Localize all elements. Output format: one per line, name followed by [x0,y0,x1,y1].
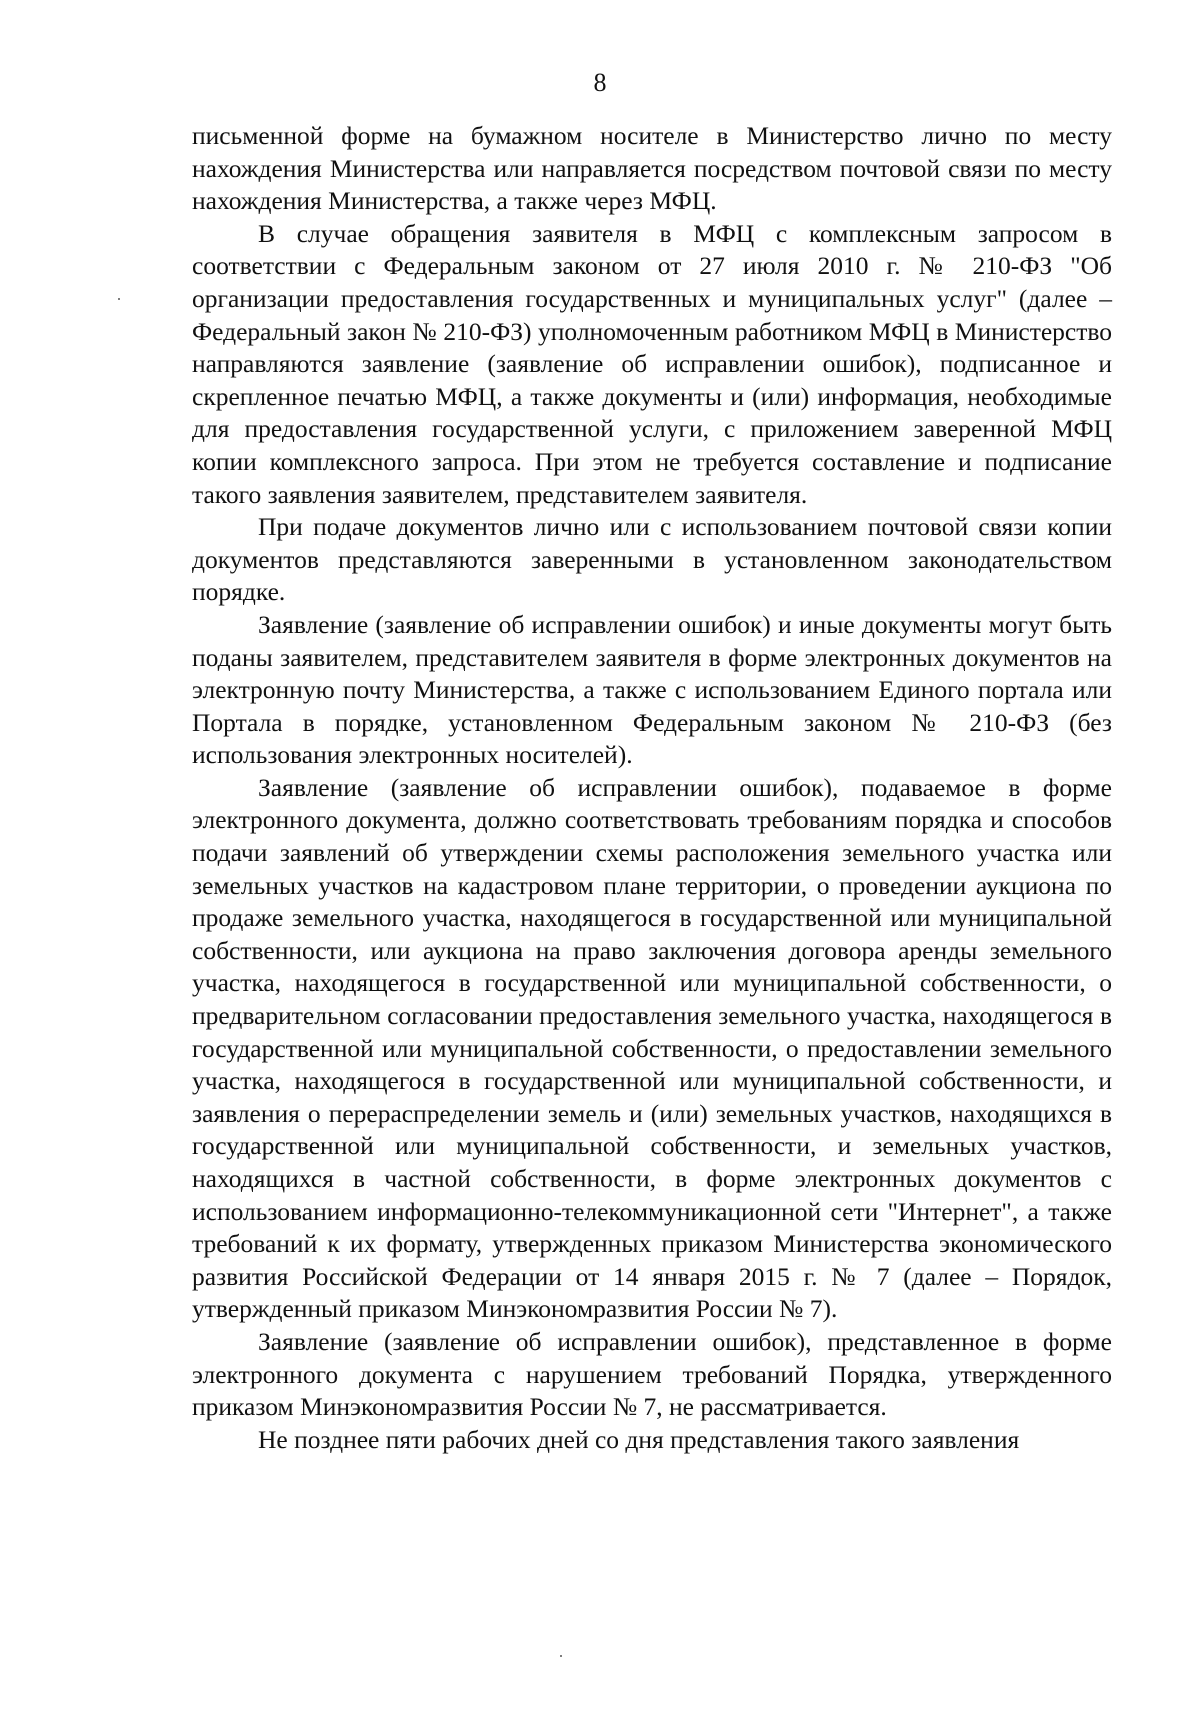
paragraph-five-days: Не позднее пяти рабочих дней со дня представления такого заявления [258,1424,1020,1454]
paragraph-mfc-complex-request: В случае обращения заявителя в МФЦ с комплексным запросом в соответствии с Федеральным законом от 27 июля 2010 г. № 210-ФЗ "Об организации предоставления государственных и муниципальных услуг" (далее – Федеральный закон № 210-ФЗ) уполномоченным работником МФЦ в Министерство направляются заявление (заявление об исправлении ошибок), подписанное и скрепленное печатью МФЦ, а также документы и (или) информация, необходимые для предоставления государственной услуги, с приложением заверенной МФЦ копии комплексного запроса. При этом не требуется составление и подписание такого заявления заявителем, представителем заявителя. [192,218,1112,509]
paragraph-continuation: письменной форме на бумажном носителе в Министерство лично по месту нахождения Министерства или направляется посредством почтовой связи по месту нахождения Министерства, а также через МФЦ. [192,121,1112,216]
page-number: 8 [593,68,607,97]
paragraph-violation-not-considered: Заявление (заявление об исправлении ошибок), представленное в форме электронного документа с нарушением требований Порядка, утвержденного приказом Минэкономразвития России № 7, не рассматривается. [192,1326,1112,1422]
paragraph-electronic-requirements: Заявление (заявление об исправлении ошибок), подаваемое в форме электронного документа, должно соответствовать требованиям порядка и способов подачи заявлений об утверждении схемы расположения земельного участка или земельных участков на кадастровом плане территории, о проведении аукциона по продаже земельного участка, находящегося в государственной или муниципальной собственности, или аукциона на право заключения договора аренды земельного участка, находящегося в государственной или муниципальной собственности, о предварительном согласовании предоставления земельного участка, находящегося в государственной или муниципальной собственности, о предоставлении земельного участка, находящегося в государственной или муниципальной собственности, и заявления о перераспределении земель и (или) земельных участков, находящихся в государственной или муниципальной собственности, и земельных участков, находящихся в частной собственности, в форме электронных документов с использованием информационно-телекоммуникационной сети "Интернет", а также требований к их формату, утвержденных приказом Министерства экономического развития Российской Федерации от 14 января 2015 г. № 7 (далее – Порядок, утвержденный приказом Минэкономразвития России № 7). [192,772,1112,1324]
document-body [192,120,1112,1456]
paragraph-electronic-submission: Заявление (заявление об исправлении ошибок) и иные документы могут быть поданы заявителем, представителем заявителя в форме электронных документов на электронную почту Министерства, а также с использованием Единого портала или Портала в порядке, установленном Федеральным законом № 210-ФЗ (без использования электронных носителей). [192,609,1112,770]
paragraph-postal-submission: При подаче документов лично или с использованием почтовой связи копии документов представляются заверенными в установленном законодательством порядке. [192,512,1112,607]
scan-speck [560,1655,562,1657]
scan-speck [118,298,120,300]
